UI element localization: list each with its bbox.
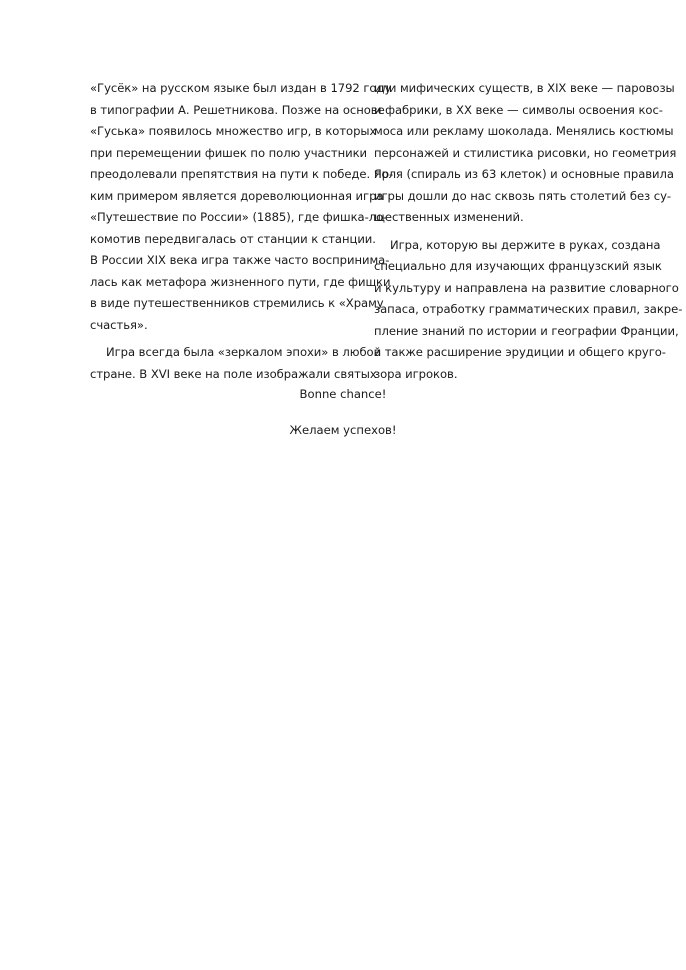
right-column [374, 78, 683, 385]
text-line: «Путешествие по России» (1885), где фишка-ло- [90, 210, 388, 224]
text-line: «Гуська» появилось множество игр, в которых [90, 124, 377, 138]
text-line: и культуру и направлена на развитие словарного [374, 280, 679, 295]
text-line: В России XIX века игра также часто воспринима- [90, 253, 390, 267]
text-line: пление знаний по истории и географии Франции, [374, 323, 679, 338]
closing-french: Bonne chance! [299, 387, 387, 401]
text-line: счастья». [90, 317, 148, 332]
text-line: комотив передвигалась от станции к станции. [90, 231, 376, 246]
text-line: преодолевали препятствия на пути к победе. Яр- [90, 167, 394, 181]
closing-russian: Желаем успехов! [289, 423, 397, 437]
text-line: а также расширение эрудиции и общего круго- [374, 345, 666, 359]
left-column [90, 78, 394, 385]
text-line: «Гусёк» на русском языке был издан в 1792 году [90, 81, 392, 95]
text-line: поля (спираль из 63 клеток) и основные правила [374, 167, 674, 181]
text-line: игры дошли до нас сквозь пять столетий без су- [374, 188, 672, 203]
text-line: в типографии А. Решетникова. Позже на основе [90, 102, 385, 117]
text-line: или мифических существ, в XIX веке — паровозы [374, 81, 675, 95]
text-line: зора игроков. [374, 366, 458, 381]
text-line: специально для изучающих французский язык [374, 259, 662, 273]
text-line: моса или рекламу шоколада. Менялись костюмы [374, 124, 674, 138]
text-line: стране. В XVI веке на поле изображали святых [90, 366, 377, 381]
text-line: при перемещении фишек по полю участники [90, 145, 368, 160]
text-line: в виде путешественников стремились к «Храму [90, 296, 384, 310]
text-line: лась как метафора жизненного пути, где фишки [90, 274, 391, 289]
text-line: и фабрики, в XX веке — символы освоения кос- [374, 102, 663, 117]
text-line: Игра всегда была «зеркалом эпохи» в любой [106, 345, 382, 359]
text-columns [90, 78, 683, 385]
text-line: персонажей и стилистика рисовки, но геометрия [374, 145, 677, 160]
text-line: ким примером является дореволюционная игра [90, 188, 384, 203]
text-line: запаса, отработку грамматических правил, закре- [374, 302, 683, 316]
text-line: щественных изменений. [374, 210, 524, 224]
text-line: Игра, которую вы держите в руках, создана [390, 237, 661, 252]
